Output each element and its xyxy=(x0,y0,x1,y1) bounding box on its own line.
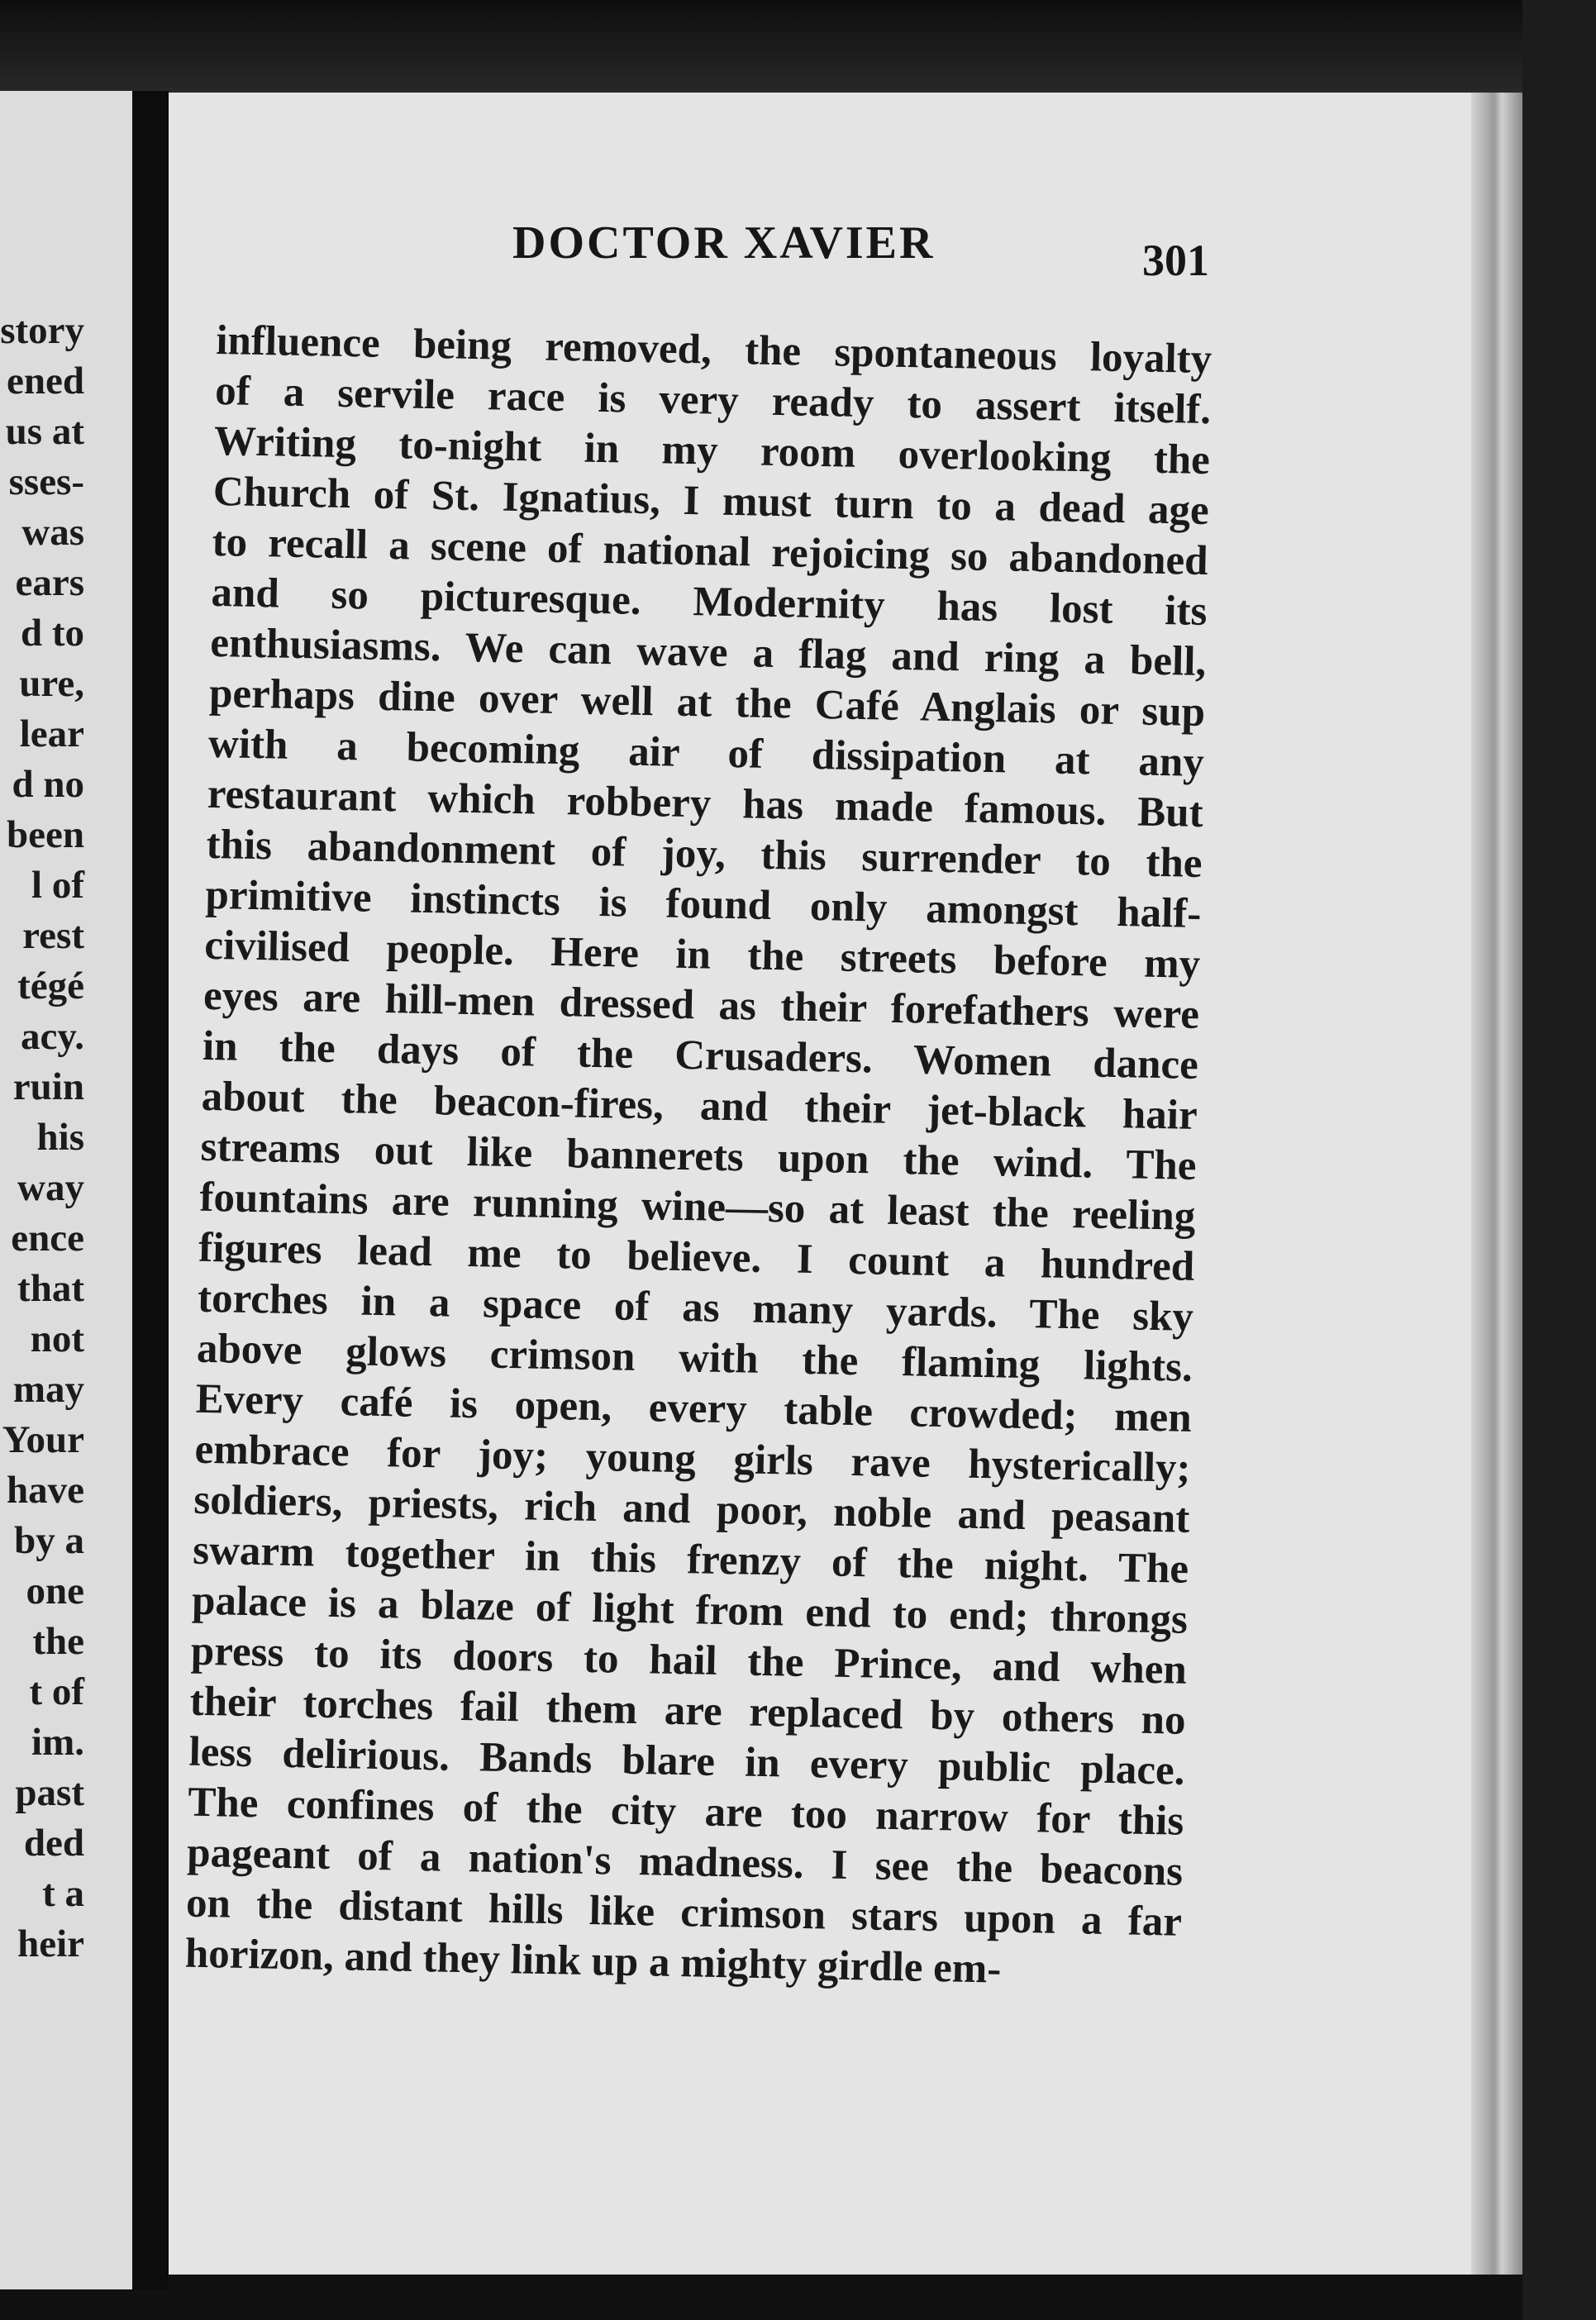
previous-page-text xyxy=(0,306,84,1970)
text-line: to recall a scene of national rejoicing so abandoned xyxy=(212,518,1209,585)
text-line: and so picturesque. Modernity has lost its xyxy=(211,569,1208,636)
previous-page-line: ence xyxy=(11,1217,84,1260)
previous-page-line: heir xyxy=(17,1922,84,1965)
previous-page-line: rest xyxy=(22,914,84,957)
previous-page-line: l of xyxy=(31,864,84,907)
text-line: their torches fail them are replaced by others no xyxy=(189,1678,1187,1744)
previous-page-line: tégé xyxy=(17,965,84,1008)
previous-page-line: t of xyxy=(29,1670,84,1713)
previous-page-line: ure, xyxy=(19,662,84,705)
scan-background-top xyxy=(0,0,1596,99)
running-head: DOCTOR XAVIER xyxy=(512,217,936,269)
previous-page-line: by a xyxy=(14,1519,84,1562)
text-line: civilised people. Here in the streets before my xyxy=(203,922,1201,988)
text-line: less delirious. Bands blare in every public place. xyxy=(188,1728,1185,1794)
text-line: Church of St. Ignatius, I must turn to a dead age xyxy=(212,468,1210,535)
previous-page-line: ened xyxy=(7,360,84,403)
text-line: perhaps dine over well at the Café Anglais or sup xyxy=(208,669,1206,736)
text-line: Every café is open, every table crowded; men xyxy=(195,1375,1193,1441)
text-line: on the distant hills like crimson stars upon a far xyxy=(185,1879,1183,1946)
text-line: The confines of the city are too narrow for this xyxy=(187,1779,1184,1845)
text-line: of a servile race is very ready to assert itself. xyxy=(214,367,1212,434)
text-line: pageant of a nation's madness. I see the beacons xyxy=(186,1829,1184,1895)
previous-page-line: have xyxy=(7,1469,84,1512)
previous-page-line: d no xyxy=(12,763,84,806)
previous-page-line: was xyxy=(21,511,84,554)
previous-page-line: Your xyxy=(2,1418,84,1461)
text-line: this abandonment of joy, this surrender to the xyxy=(206,821,1203,888)
text-line: torches in a space of as many yards. The sky xyxy=(197,1274,1194,1341)
previous-page-line: us at xyxy=(5,410,84,453)
body-text xyxy=(184,316,1212,1998)
text-line: horizon, and they link up a mighty girdle em- xyxy=(184,1930,1002,1993)
previous-page-sliver xyxy=(0,91,132,2289)
text-line: press to its doors to hail the Prince, and when xyxy=(190,1627,1188,1694)
previous-page-line: the xyxy=(32,1620,84,1663)
previous-page-line: one xyxy=(26,1570,84,1613)
previous-page-line: d to xyxy=(20,612,84,655)
text-line: primitive instincts is found only amongst half- xyxy=(205,871,1202,937)
previous-page-line: story xyxy=(0,309,84,352)
previous-page-line: sses- xyxy=(8,460,84,503)
text-line: about the beacon-fires, and their jet-black hair xyxy=(201,1073,1198,1139)
text-line: influence being removed, the spontaneous loyalty xyxy=(215,317,1212,383)
text-line: with a becoming air of dissipation at any xyxy=(207,720,1205,787)
page-number: 301 xyxy=(1142,236,1209,285)
previous-page-line: not xyxy=(30,1317,84,1360)
previous-page-line: acy. xyxy=(20,1015,84,1058)
previous-page-line: his xyxy=(36,1116,84,1159)
text-line: palace is a blaze of light from end to end; throngs xyxy=(191,1577,1189,1643)
previous-page-line: lear xyxy=(19,712,84,755)
text-line: streams out like bannerets upon the wind. The xyxy=(200,1123,1198,1189)
page-edge xyxy=(1471,93,1522,2275)
scan-background-right xyxy=(1522,0,1596,2320)
text-line: restaurant which robbery has made famous. But xyxy=(207,770,1204,837)
previous-page-line: ruin xyxy=(12,1065,84,1108)
book-gutter xyxy=(132,91,169,2289)
text-line: above glows crimson with the flaming lights. xyxy=(196,1325,1193,1391)
previous-page-line: past xyxy=(15,1771,84,1814)
text-line: swarm together in this frenzy of the night. The xyxy=(192,1527,1189,1593)
text-line: in the days of the Crusaders. Women dance xyxy=(202,1022,1199,1089)
previous-page-line: that xyxy=(17,1267,84,1310)
previous-page-line: t a xyxy=(42,1872,84,1915)
text-line: eyes are hill-men dressed as their forefathers were xyxy=(202,972,1200,1038)
text-line: soldiers, priests, rich and poor, noble and peasant xyxy=(193,1476,1190,1542)
text-line: fountains are running wine—so at least the reeling xyxy=(198,1174,1196,1240)
previous-page-line: may xyxy=(12,1368,84,1411)
text-line: enthusiasms. We can wave a flag and ring a bell, xyxy=(209,619,1207,686)
previous-page-line: ears xyxy=(15,561,84,604)
previous-page-line: way xyxy=(17,1166,84,1209)
text-line: figures lead me to believe. I count a hundred xyxy=(198,1224,1195,1290)
previous-page-line: been xyxy=(7,813,84,856)
previous-page-line: im. xyxy=(31,1721,84,1764)
text-line: Writing to-night in my room overlooking the xyxy=(213,417,1211,484)
previous-page-line: ded xyxy=(23,1822,84,1865)
text-line: embrace for joy; young girls rave hysterically; xyxy=(194,1426,1191,1492)
